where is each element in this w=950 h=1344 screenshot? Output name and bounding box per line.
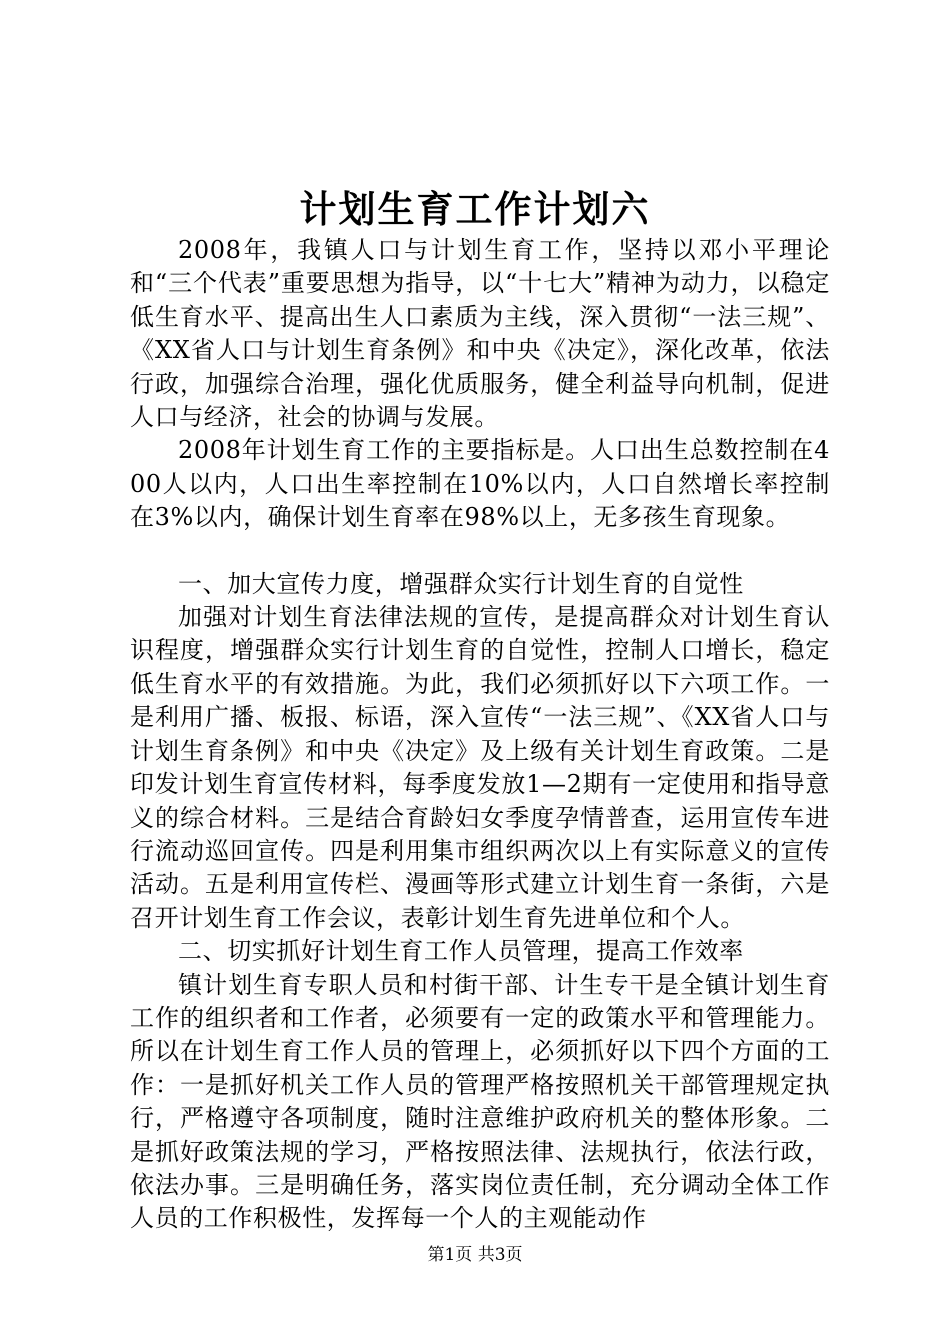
document-title: 计划生育工作计划六 [299, 187, 651, 231]
document-body [130, 234, 830, 1236]
section-2-body: 镇计划生育专职人员和村街干部、计生专干是全镇计划生育工作的组织者和工作者，必须要有一定的政策水平和管理能力。所以在计划生育工作人员的管理上，必须抓好以下四个方面的工作：一是抓好机关工作人员的管理严格按照机关干部管理规定执行，严格遵守各项制度，随时注意维护政府机关的整体形象。二是抓好政策法规的学习，严格按照法律、法规执行，依法行政，依法办事。三是明确任务，落实岗位责任制，充分调动全体工作人员的工作积极性，发挥每一个人的主观能动作 [130, 970, 830, 1233]
section-2-heading: 二、切实抓好计划生育工作人员管理，提高工作效率 [178, 937, 744, 966]
section-1-heading: 一、加大宣传力度，增强群众实行计划生育的自觉性 [178, 569, 744, 598]
indicators-paragraph: 2008年计划生育工作的主要指标是。人口出生总数控制在400人以内，人口出生率控制在10%以内，人口自然增长率控制在3%以内，确保计划生育率在98%以上，无多孩生育现象。 [130, 436, 830, 532]
paragraph-spacer [130, 535, 830, 568]
section-1-body: 加强对计划生育法律法规的宣传，是提高群众对计划生育认识程度，增强群众实行计划生育的自觉性，控制人口增长，稳定低生育水平的有效措施。为此，我们必须抓好以下六项工作。一是利用广播、板报、标语，深入宣传“一法三规”、《XX省人口与计划生育条例》和中央《决定》及上级有关计划生育政策。二是印发计划生育宣传材料，每季度发放1—2期有一定使用和指导意义的综合材料。三是结合育龄妇女季度孕情普查，运用宣传车进行流动巡回宣传。四是利用集市组织两次以上有实际意义的宣传活动。五是利用宣传栏、漫画等形式建立计划生育一条街，六是召开计划生育工作会议，表彰计划生育先进单位和个人。 [130, 603, 830, 932]
intro-paragraph: 2008年，我镇人口与计划生育工作，坚持以邓小平理论和“三个代表”重要思想为指导，以“十七大”精神为动力，以稳定低生育水平、提高出生人口素质为主线，深入贯彻“一法三规”、《XX省人口与计划生育条例》和中央《决定》，深化改革，依法行政，加强综合治理，强化优质服务，健全利益导向机制，促进人口与经济，社会的协调与发展。 [130, 236, 830, 432]
page-number-footer: 第1页 共3页 [427, 1245, 523, 1265]
